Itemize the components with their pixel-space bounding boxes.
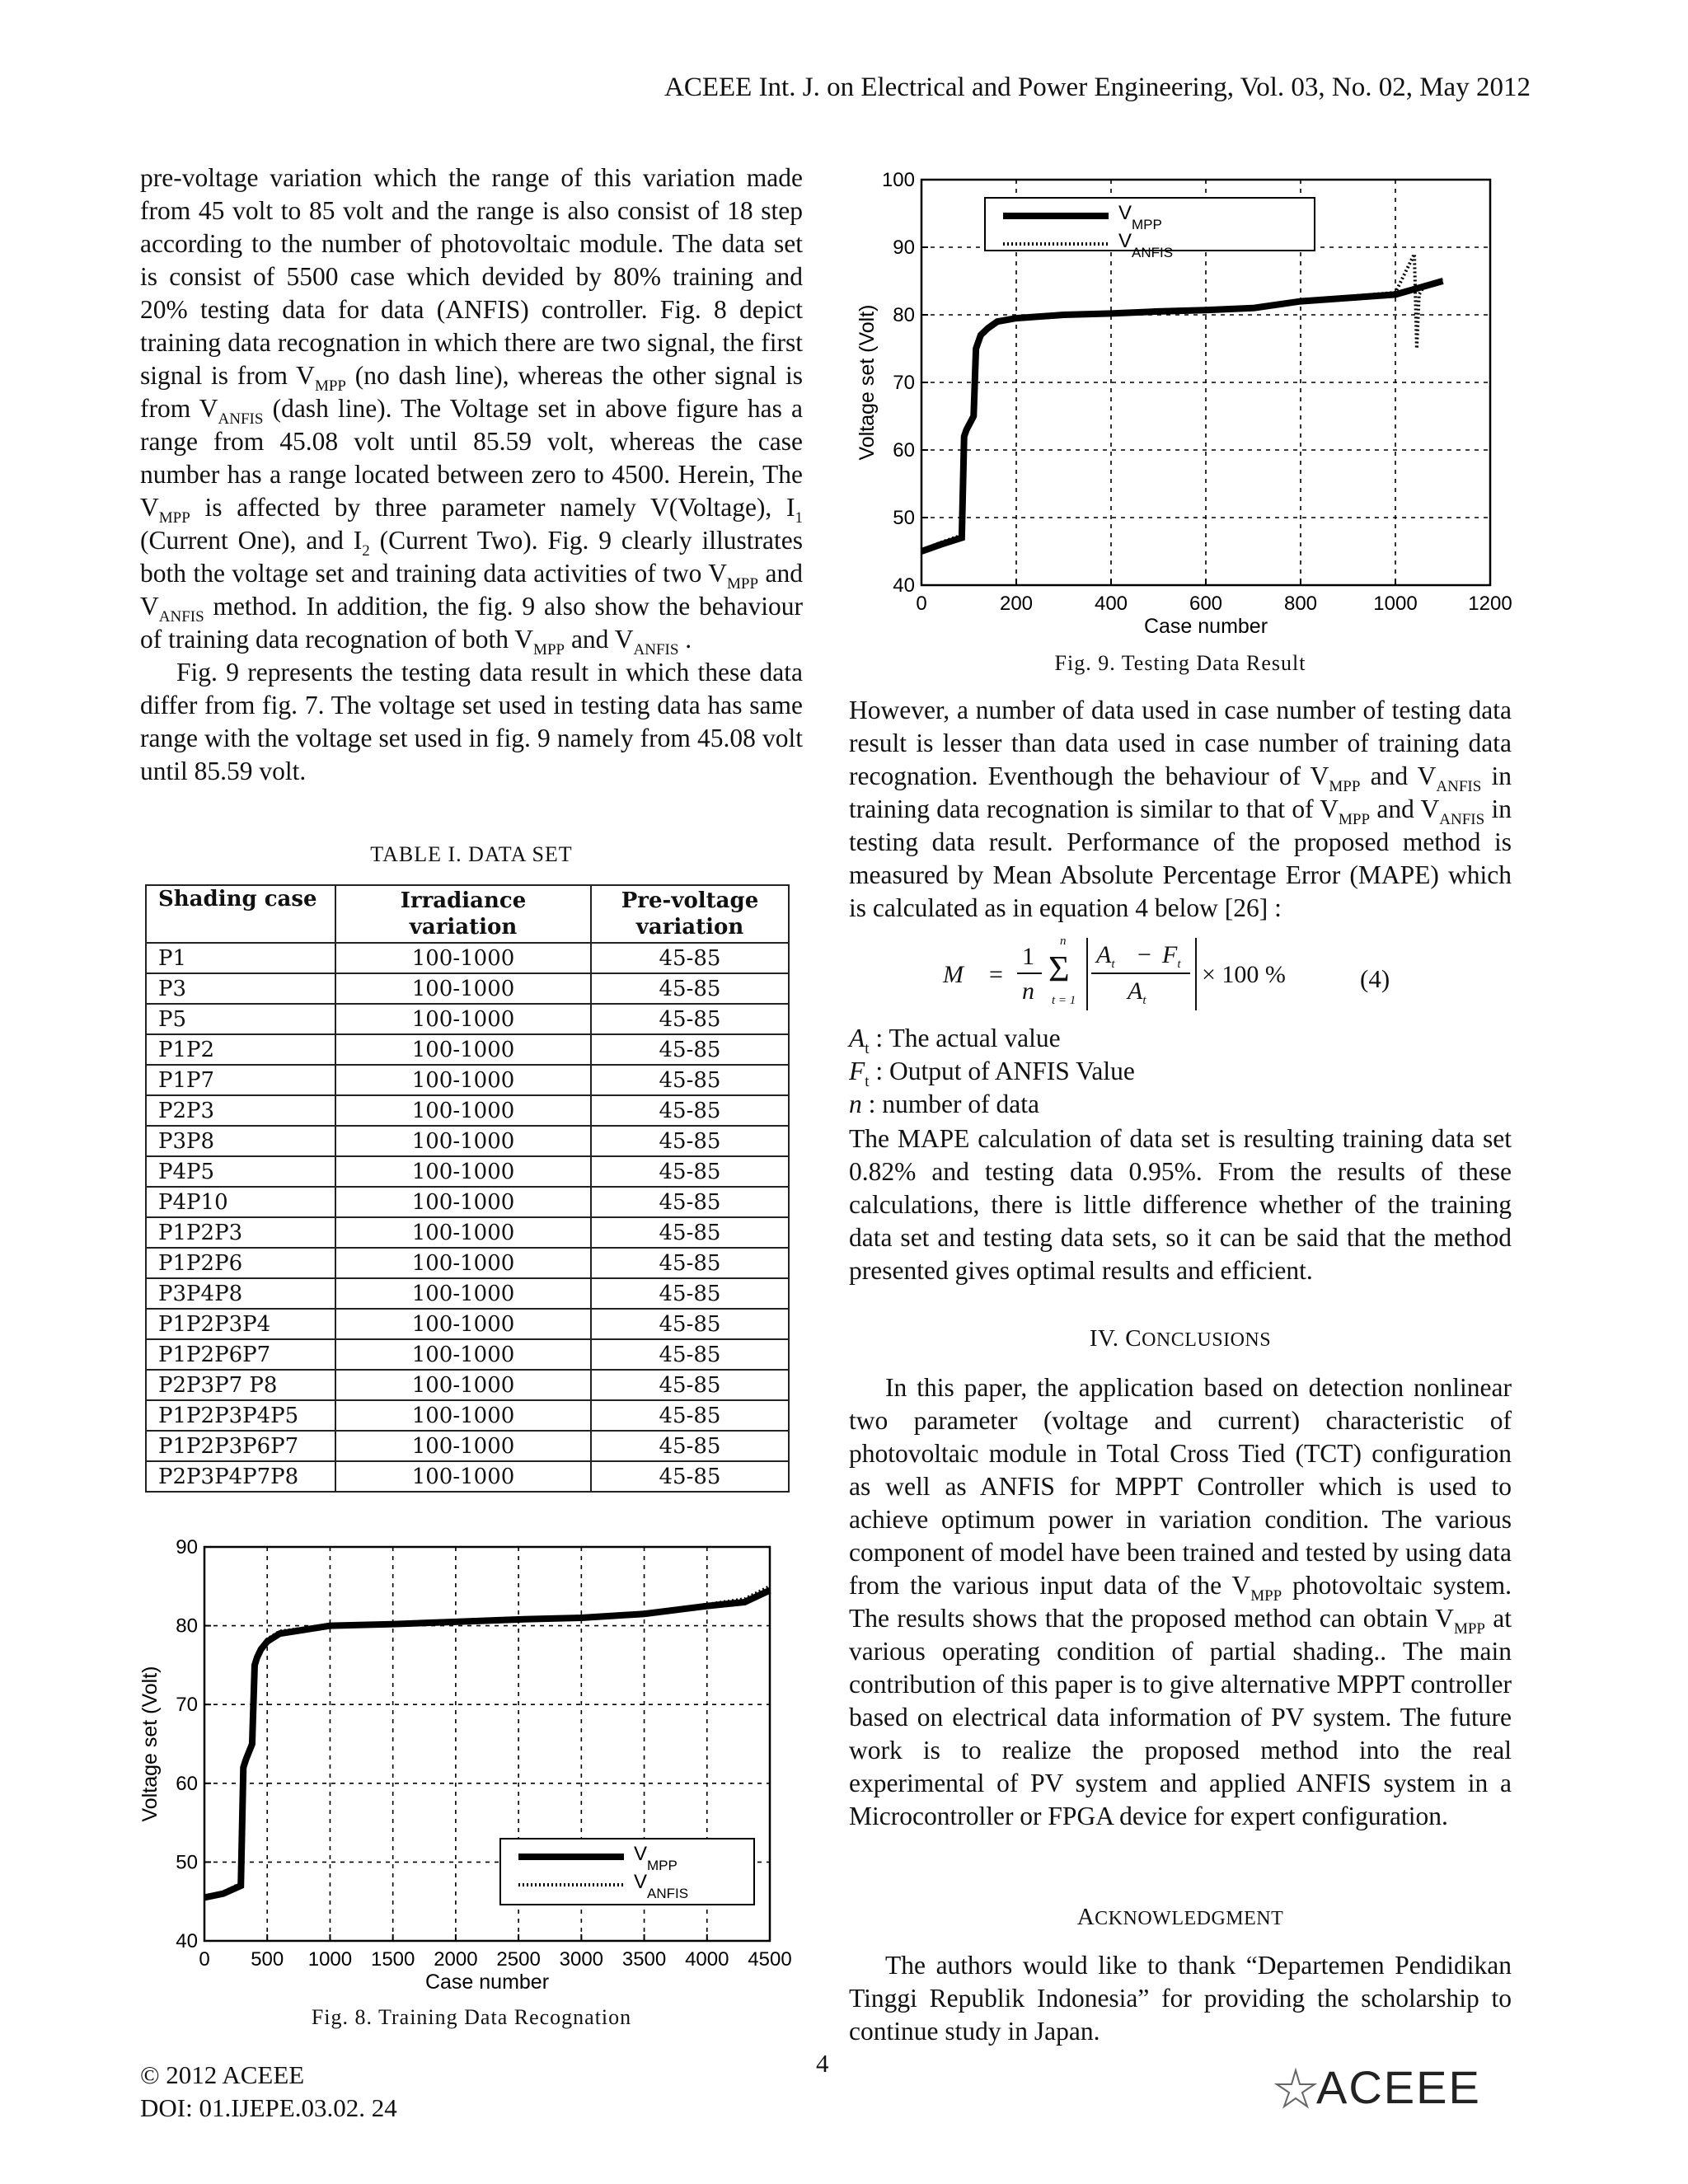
table-cell: 100-1000: [335, 943, 591, 973]
table-row: [146, 1339, 789, 1370]
table-row: [146, 1187, 789, 1217]
y-tick-label: 80: [893, 304, 915, 326]
table-cell: 45-85: [591, 1278, 789, 1309]
table-cell: P2P3: [146, 1095, 335, 1126]
table-cell: 100-1000: [335, 1187, 591, 1217]
y-tick-label: 90: [893, 237, 915, 259]
eq-symbol: −: [1137, 941, 1151, 968]
table-cell: 100-1000: [335, 1278, 591, 1309]
table-cell: 45-85: [591, 1126, 789, 1156]
table-cell: P1P7: [146, 1065, 335, 1095]
x-tick-label: 600: [1189, 593, 1223, 615]
x-tick-label: 1500: [370, 1948, 415, 1971]
x-tick-label: 2500: [496, 1948, 541, 1971]
eq-symbol: $F_t$: [1162, 941, 1181, 971]
figure-caption: Fig. 9. Testing Data Result: [1054, 651, 1306, 675]
y-axis-label: Voltage set (Volt): [138, 1666, 162, 1822]
table-cell: P1P2P3P4P5: [146, 1400, 335, 1431]
table-row: [146, 973, 789, 1004]
aceee-logo: ACEEE: [1273, 2060, 1512, 2118]
table-header-row: [146, 885, 789, 943]
y-tick-label: 100: [881, 169, 915, 191]
table-cell: 45-85: [591, 1034, 789, 1065]
table-cell: P3P8: [146, 1126, 335, 1156]
legend-label: V: [634, 1843, 648, 1865]
training-data-chart: [132, 1529, 808, 1999]
table-cell: 45-85: [591, 1065, 789, 1095]
table-cell: 45-85: [591, 1339, 789, 1370]
legend-label-sub: MPP: [1132, 217, 1162, 232]
column-header: Pre-voltage variation: [591, 885, 789, 943]
definition-line: n : number of data: [849, 1090, 1039, 1118]
section-heading-acknowledgment: ACKNOWLEDGMENT: [1076, 1904, 1284, 1930]
x-tick-label: 400: [1094, 593, 1128, 615]
paragraph: Fig. 9 represents the testing data result in which these data differ from fig. 7. The voltage set used in testing data has same range with the voltage set used in fig. 9 namely from 45.08 volt until 85.59 volt.: [140, 658, 803, 785]
figure-caption: Fig. 8. Training Data Recognation: [311, 2005, 632, 2029]
table-cell: 100-1000: [335, 1339, 591, 1370]
legend: [985, 198, 1315, 260]
legend-box: [500, 1839, 754, 1905]
series-line-vmpp: [921, 281, 1443, 551]
table-cell: P3: [146, 973, 335, 1004]
eq-symbol: 1: [1022, 943, 1034, 970]
table-cell: 100-1000: [335, 1126, 591, 1156]
x-tick-label: 500: [251, 1948, 284, 1971]
journal-header: ACEEE Int. J. on Electrical and Power Engineering, Vol. 03, No. 02, May 2012: [664, 73, 1531, 102]
x-tick-label: 200: [999, 593, 1034, 615]
abs-bar: [1195, 938, 1197, 1010]
table-cell: P2P3P7 P8: [146, 1370, 335, 1400]
fraction-bar: [1017, 972, 1042, 974]
abs-bar: [1086, 938, 1088, 1010]
table-cell: P1: [146, 943, 335, 973]
conclusions-text: [849, 1371, 1512, 1833]
x-tick-label: 3000: [559, 1948, 604, 1971]
page-number: 4: [816, 2049, 829, 2078]
legend-label: V: [1118, 230, 1132, 252]
table-row: [146, 1065, 789, 1095]
y-tick-label: 50: [893, 507, 915, 529]
legend-label: V: [1118, 202, 1132, 224]
table-row: [146, 1156, 789, 1187]
table-cell: 45-85: [591, 1095, 789, 1126]
table-row: [146, 1217, 789, 1248]
definition-line: $F_t$ : Output of ANFIS Value: [849, 1057, 1135, 1090]
table-cell: 100-1000: [335, 1217, 591, 1248]
table-cell: 100-1000: [335, 1248, 591, 1278]
x-axis-label: Case number: [424, 1971, 550, 1994]
table-cell: P1P2: [146, 1034, 335, 1065]
table-cell: P2P3P4P7P8: [146, 1461, 335, 1492]
sigma-symbol: Σ: [1048, 949, 1070, 989]
equation-number: (4): [1360, 964, 1390, 993]
table-row: [146, 1309, 789, 1339]
table-cell: 100-1000: [335, 1156, 591, 1187]
paragraph: pre-voltage variation which the range of this variation made from 45 volt to 85 volt and the range is also consist of 18 step according to the number of photovoltaic module. The data set is consist of 5500 case which devided by 80% training and 20% testing data for data (ANFIS) controller. Fig. 8 depict training data recognation in which there are two signal, the first signal is from $V_{MPP}$ (no dash line), whereas the other signal is from $V_{ANFIS}$ (dash line). The Voltage set in above figure has a range from 45.08 volt until 85.59 volt, whereas the case number has a range located between zero to 4500. Herein, The $V_{MPP}$ is affected by three parameter namely V(Voltage), $I_1$ (Current One), and $I_2$ (Current Two). Fig. 9 clearly illustrates both the voltage set and training data activities of two $V_{MPP}$ and $V_{ANFIS}$ method. In addition, the fig. 9 also show the behaviour of training data recognation of both $V_{MPP}$ and $V_{ANFIS}$ .: [140, 163, 803, 658]
eq-symbol: $A_t$: [1096, 941, 1115, 971]
paragraph: However, a number of data used in case number of testing data result is lesser than data used in case number of training data recognation. Eventhough the behaviour of $V_{MPP}$ and $V_{ANFIS}$ in training data recognation is similar to that of $V_{MPP}$ and $V_{ANFIS}$ in testing data result. Performance of the proposed method is measured by Mean Absolute Percentage Error (MAPE) which is calculated as in equation 4 below [26] :: [849, 696, 1512, 922]
table-caption: TABLE I. DATA SET: [370, 842, 573, 866]
table-row: [146, 943, 789, 973]
y-tick-label: 40: [893, 574, 915, 597]
table-row: [146, 1370, 789, 1400]
paragraph: The authors would like to thank “Departemen Pendidikan Tinggi Republik Indonesia” for providing the scholarship to continue study in Japan.: [849, 1951, 1512, 2046]
legend-label-sub: ANFIS: [1132, 245, 1174, 260]
table-cell: 100-1000: [335, 1431, 591, 1461]
table-cell: 100-1000: [335, 1370, 591, 1400]
eq-symbol: $A_t$: [1128, 977, 1146, 1007]
table-row: [146, 1400, 789, 1431]
legend-label-sub: ANFIS: [647, 1886, 689, 1901]
left-column-text: [140, 162, 803, 788]
y-tick-label: 80: [176, 1615, 198, 1638]
table-row: [146, 1461, 789, 1492]
table-cell: P5: [146, 1004, 335, 1034]
x-tick-label: 0: [199, 1948, 210, 1971]
table-row: [146, 1431, 789, 1461]
testing-data-chart: [845, 165, 1512, 647]
column-header: Shading case: [146, 885, 335, 943]
table-cell: 45-85: [591, 1248, 789, 1278]
eq-symbol: M: [943, 961, 964, 988]
table-cell: 45-85: [591, 1400, 789, 1431]
copyright: © 2012 ACEEE: [140, 2060, 305, 2089]
right-column-text-2: [849, 1122, 1512, 1287]
definition-line: $A_t$ : The actual value: [849, 1024, 1061, 1057]
mape-equation: [940, 935, 1401, 1012]
table-cell: 100-1000: [335, 1309, 591, 1339]
legend-label: V: [634, 1871, 648, 1893]
y-tick-label: 70: [176, 1694, 198, 1717]
section-heading-conclusions: IV. CONCLUSIONS: [1089, 1325, 1272, 1352]
table-cell: P1P2P3: [146, 1217, 335, 1248]
table-cell: 45-85: [591, 1217, 789, 1248]
table-cell: P1P2P3P4: [146, 1309, 335, 1339]
table-row: [146, 1278, 789, 1309]
table-cell: 45-85: [591, 1370, 789, 1400]
table-cell: 45-85: [591, 1004, 789, 1034]
x-tick-label: 2000: [434, 1948, 478, 1971]
acknowledgment-text: [849, 1949, 1512, 2048]
definitions: [849, 1022, 1512, 1121]
table-row: [146, 1248, 789, 1278]
table-cell: P1P2P6: [146, 1248, 335, 1278]
y-tick-label: 90: [176, 1536, 198, 1558]
paragraph: The MAPE calculation of data set is resulting training data set 0.82% and testing data 0.95%. From the results of these calculations, there is little difference whether of the training data set and testing data sets, so it can be said that the method presented gives optimal results and efficient.: [849, 1124, 1512, 1285]
y-tick-label: 50: [176, 1851, 198, 1874]
x-tick-label: 0: [916, 593, 927, 615]
y-axis-label: Voltage set (Volt): [856, 304, 879, 461]
x-tick-label: 800: [1283, 593, 1318, 615]
data-set-table: [145, 884, 790, 1493]
eq-symbol: × 100 %: [1202, 961, 1286, 988]
doi: DOI: 01.IJEPE.03.02. 24: [140, 2093, 397, 2122]
y-tick-label: 60: [176, 1772, 198, 1795]
x-tick-label: 1000: [307, 1948, 353, 1971]
eq-symbol: t = 1: [1052, 994, 1076, 1007]
fraction-bar: [1091, 972, 1190, 974]
eq-symbol: n: [1060, 935, 1067, 948]
y-tick-label: 40: [176, 1930, 198, 1952]
legend-label-sub: MPP: [647, 1858, 678, 1873]
x-tick-label: 1000: [1373, 593, 1418, 615]
table-cell: 100-1000: [335, 1400, 591, 1431]
x-tick-label: 4500: [748, 1948, 792, 1971]
table-cell: 100-1000: [335, 1034, 591, 1065]
table-cell: P1P2P6P7: [146, 1339, 335, 1370]
legend: [500, 1839, 754, 1905]
table-row: [146, 1004, 789, 1034]
table-row: [146, 1034, 789, 1065]
table-cell: P4P5: [146, 1156, 335, 1187]
table-cell: P3P4P8: [146, 1278, 335, 1309]
x-tick-label: 1200: [1468, 593, 1512, 615]
x-tick-label: 3500: [621, 1948, 667, 1971]
table-cell: P1P2P3P6P7: [146, 1431, 335, 1461]
table-cell: 45-85: [591, 1431, 789, 1461]
eq-symbol: n: [1022, 977, 1034, 1005]
table-cell: 45-85: [591, 1187, 789, 1217]
x-axis-label: Case number: [1143, 615, 1268, 638]
y-tick-label: 70: [893, 372, 915, 394]
table-cell: 45-85: [591, 1461, 789, 1492]
y-tick-label: 60: [893, 439, 915, 462]
column-header: Irradiance variation: [335, 885, 591, 943]
table-cell: 100-1000: [335, 1065, 591, 1095]
table-cell: 45-85: [591, 973, 789, 1004]
right-column-text: [849, 694, 1512, 925]
table-row: [146, 1126, 789, 1156]
table-cell: 45-85: [591, 1156, 789, 1187]
table-cell: P4P10: [146, 1187, 335, 1217]
table-cell: 100-1000: [335, 1461, 591, 1492]
table-cell: 100-1000: [335, 1004, 591, 1034]
paragraph: In this paper, the application based on detection nonlinear two parameter (voltage and current) characteristic of photovoltaic module in Total Cross Tied (TCT) configuration as well as ANFIS for MPPT Controller which is used to achieve optimum power in variation condition. The various component of model have been trained and tested by using data from the various input data of the $V_{MPP}$ photovoltaic system. The results shows that the proposed method can obtain $V_{MPP}$ at various operating condition of partial shading.. The main contribution of this paper is to give alternative MPPT controller based on electrical data information of PV system. The future work is to realize the proposed method into the real experimental of PV system and applied ANFIS system in a Microcontroller or FPGA device for expert configuration.: [849, 1373, 1512, 1830]
table-cell: 100-1000: [335, 973, 591, 1004]
eq-symbol: =: [989, 961, 1003, 988]
star-icon: [1273, 2067, 1318, 2111]
table-cell: 100-1000: [335, 1095, 591, 1126]
table-row: [146, 1095, 789, 1126]
table-cell: 45-85: [591, 943, 789, 973]
x-tick-label: 4000: [685, 1948, 729, 1971]
table-cell: 45-85: [591, 1309, 789, 1339]
